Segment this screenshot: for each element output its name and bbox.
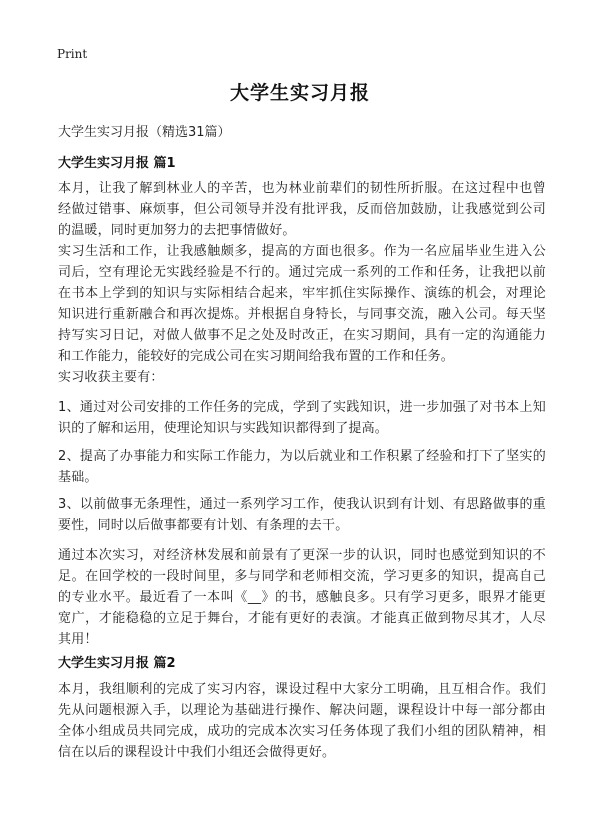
list-item: 3、以前做事无条理性，通过一系列学习工作，使我认识到有计划、有思路做事的重要性，同时以后做事都要有计划、有条理的去干。	[58, 497, 546, 533]
page-title: 大学生实习月报	[229, 82, 370, 104]
paragraph: 实习生活和工作，让我感触颇多，提高的方面也很多。作为一名应届毕业生进入公司后，空有理论无实践经验是不行的。通过完成一系列的工作和任务，让我把以前在书本上学到的知识与实际相结合起来，牢牢抓住实际操作、演练的机会，对理论知识进行重新融合和再次提炼。并根据自身特长，与同事交流，融入公司。每天坚持写实习日记，对做人做事不足之处及时改正，在实习期间，具有一定的沟通能力和工作能力，能较好的完成公司在实习期间给我布置的工作和任务。	[58, 244, 546, 364]
section-heading-2: 大学生实习月报 篇2	[58, 656, 176, 671]
document-subtitle: 大学生实习月报（精选31篇）	[58, 125, 231, 140]
paragraph: 本月，让我了解到林业人的辛苦，也为林业前辈们的韧性所折服。在这过程中也曾经做过错事、麻烦事，但公司领导并没有批评我，反而倍加鼓励，让我感觉到公司的温暖，同时更加努力的去把事情做好。	[58, 181, 546, 238]
list-item: 2、提高了办事能力和实际工作能力，为以后就业和工作积累了经验和打下了坚实的基础。	[58, 449, 546, 485]
list-item: 1、通过对公司安排的工作任务的完成，学到了实践知识，进一步加强了对书本上知识的了解和运用，使理论知识与实践知识都得到了提高。	[58, 400, 546, 436]
print-link[interactable]: Print	[57, 47, 88, 61]
paragraph: 本月，我组顺利的完成了实习内容，课设过程中大家分工明确，且互相合作。我们先从问题根源入手，以理论为基础进行操作、解决问题，课程设计中每一部分都由全体小组成员共同完成，成功的完成本次实习任务体现了我们小组的团队精神，相信在以后的课程设计中我们小组还会做得更好。	[58, 682, 546, 760]
paragraph: 通过本次实习，对经济林发展和前景有了更深一步的认识，同时也感觉到知识的不足。在回学校的一段时间里，多与同学和老师相交流，学习更多的知识，提高自己的专业水平。最近看了一本叫《__》的书，感触良多。只有学习更多，眼界才能更宽广，才能稳稳的立足于舞台，才能有更好的表演。才能真正做到物尽其才，人尽其用！	[58, 548, 546, 647]
paragraph: 实习收获主要有：	[58, 370, 164, 385]
section-heading-1: 大学生实习月报 篇1	[58, 156, 176, 171]
